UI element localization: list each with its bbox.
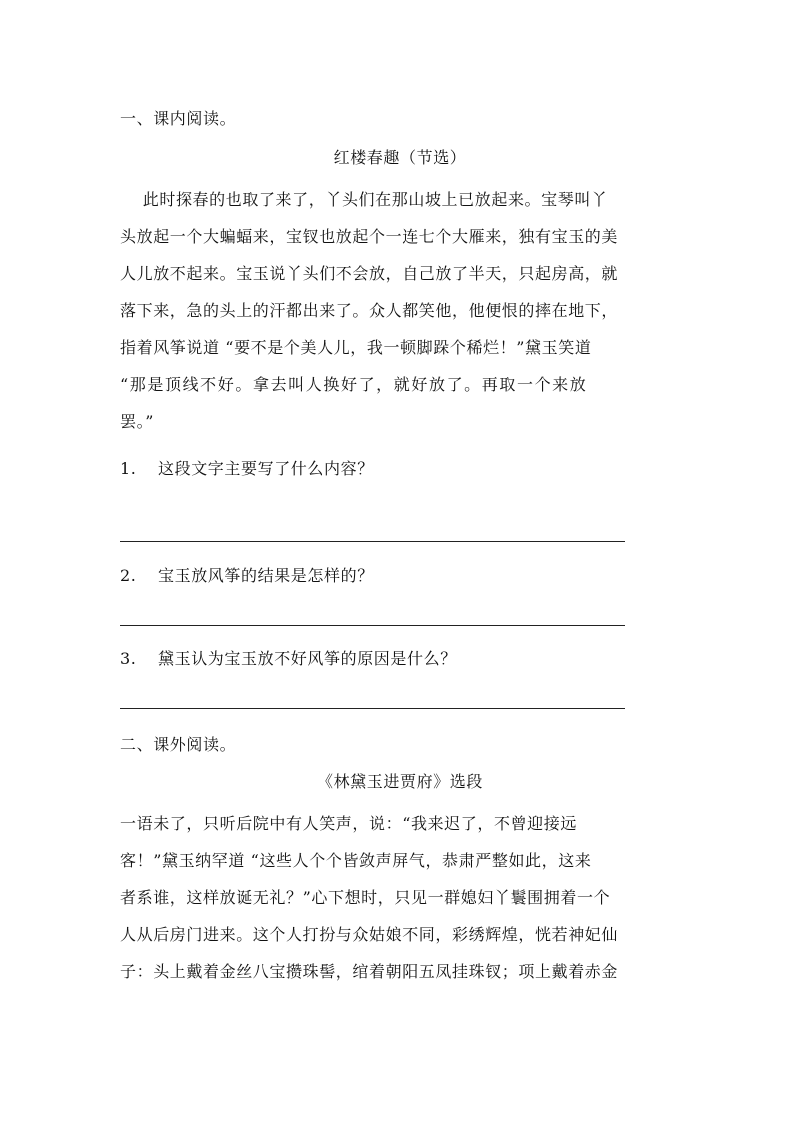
question-number: 3. bbox=[120, 649, 137, 668]
question-2 bbox=[120, 565, 680, 587]
passage-line: 人儿放不起来。宝玉说丫头们不会放，自己放了半天，只起房高，就 bbox=[120, 264, 619, 283]
passage-line: 罢。” bbox=[120, 412, 154, 431]
passage-line: 客！”黛玉纳罕道 “这些人个个皆敛声屏气，恭肃严整如此，这来 bbox=[120, 851, 592, 870]
passage-line: 人从后房门进来。这个人打扮与众姑娘不同，彩绣辉煌，恍若神妃仙 bbox=[120, 925, 619, 944]
section1-title: 红楼春趣（节选） bbox=[333, 148, 467, 167]
passage-line: 头放起一个大蝙蝠来，宝钗也放起个一连七个大雁来，独有宝玉的美 bbox=[120, 227, 619, 246]
section2-title: 《林黛玉进贾府》选段 bbox=[316, 772, 483, 791]
question-1 bbox=[120, 458, 680, 480]
question-text: 这段文字主要写了什么内容？ bbox=[158, 459, 374, 478]
section2-heading: 二、课外阅读。 bbox=[120, 735, 237, 754]
passage-line: 此时探春的也取了来了，丫头们在那山坡上已放起来。宝琴叫丫 bbox=[120, 190, 608, 209]
question-text: 宝玉放风筝的结果是怎样的？ bbox=[158, 566, 374, 585]
section1-heading: 一、课内阅读。 bbox=[120, 109, 237, 128]
answer-line-3[interactable] bbox=[120, 708, 625, 709]
passage-line: “那是顶线不好。拿去叫人换好了，就好放了。再取一个来放 bbox=[120, 375, 588, 394]
passage-line: 子：头上戴着金丝八宝攒珠髻，绾着朝阳五凤挂珠钗；项上戴着赤金 bbox=[120, 962, 619, 981]
answer-line-1[interactable] bbox=[120, 541, 625, 542]
passage-line: 指着风筝说道 “要不是个美人儿，我一顿脚跺个稀烂！”黛玉笑道 bbox=[120, 338, 592, 357]
passage-line: 者系谁，这样放诞无礼？”心下想时，只见一群媳妇丫鬟围拥着一个 bbox=[120, 888, 611, 907]
question-text: 黛玉认为宝玉放不好风筝的原因是什么？ bbox=[158, 649, 457, 668]
question-number: 1. bbox=[120, 459, 137, 478]
passage-line: 一语未了，只听后院中有人笑声，说：“我来迟了，不曾迎接远 bbox=[120, 814, 577, 833]
passage-line: 落下来，急的头上的汗都出来了。众人都笑他，他便恨的摔在地下， bbox=[120, 301, 619, 320]
question-3 bbox=[120, 648, 680, 670]
question-number: 2. bbox=[120, 566, 137, 585]
answer-line-2[interactable] bbox=[120, 625, 625, 626]
